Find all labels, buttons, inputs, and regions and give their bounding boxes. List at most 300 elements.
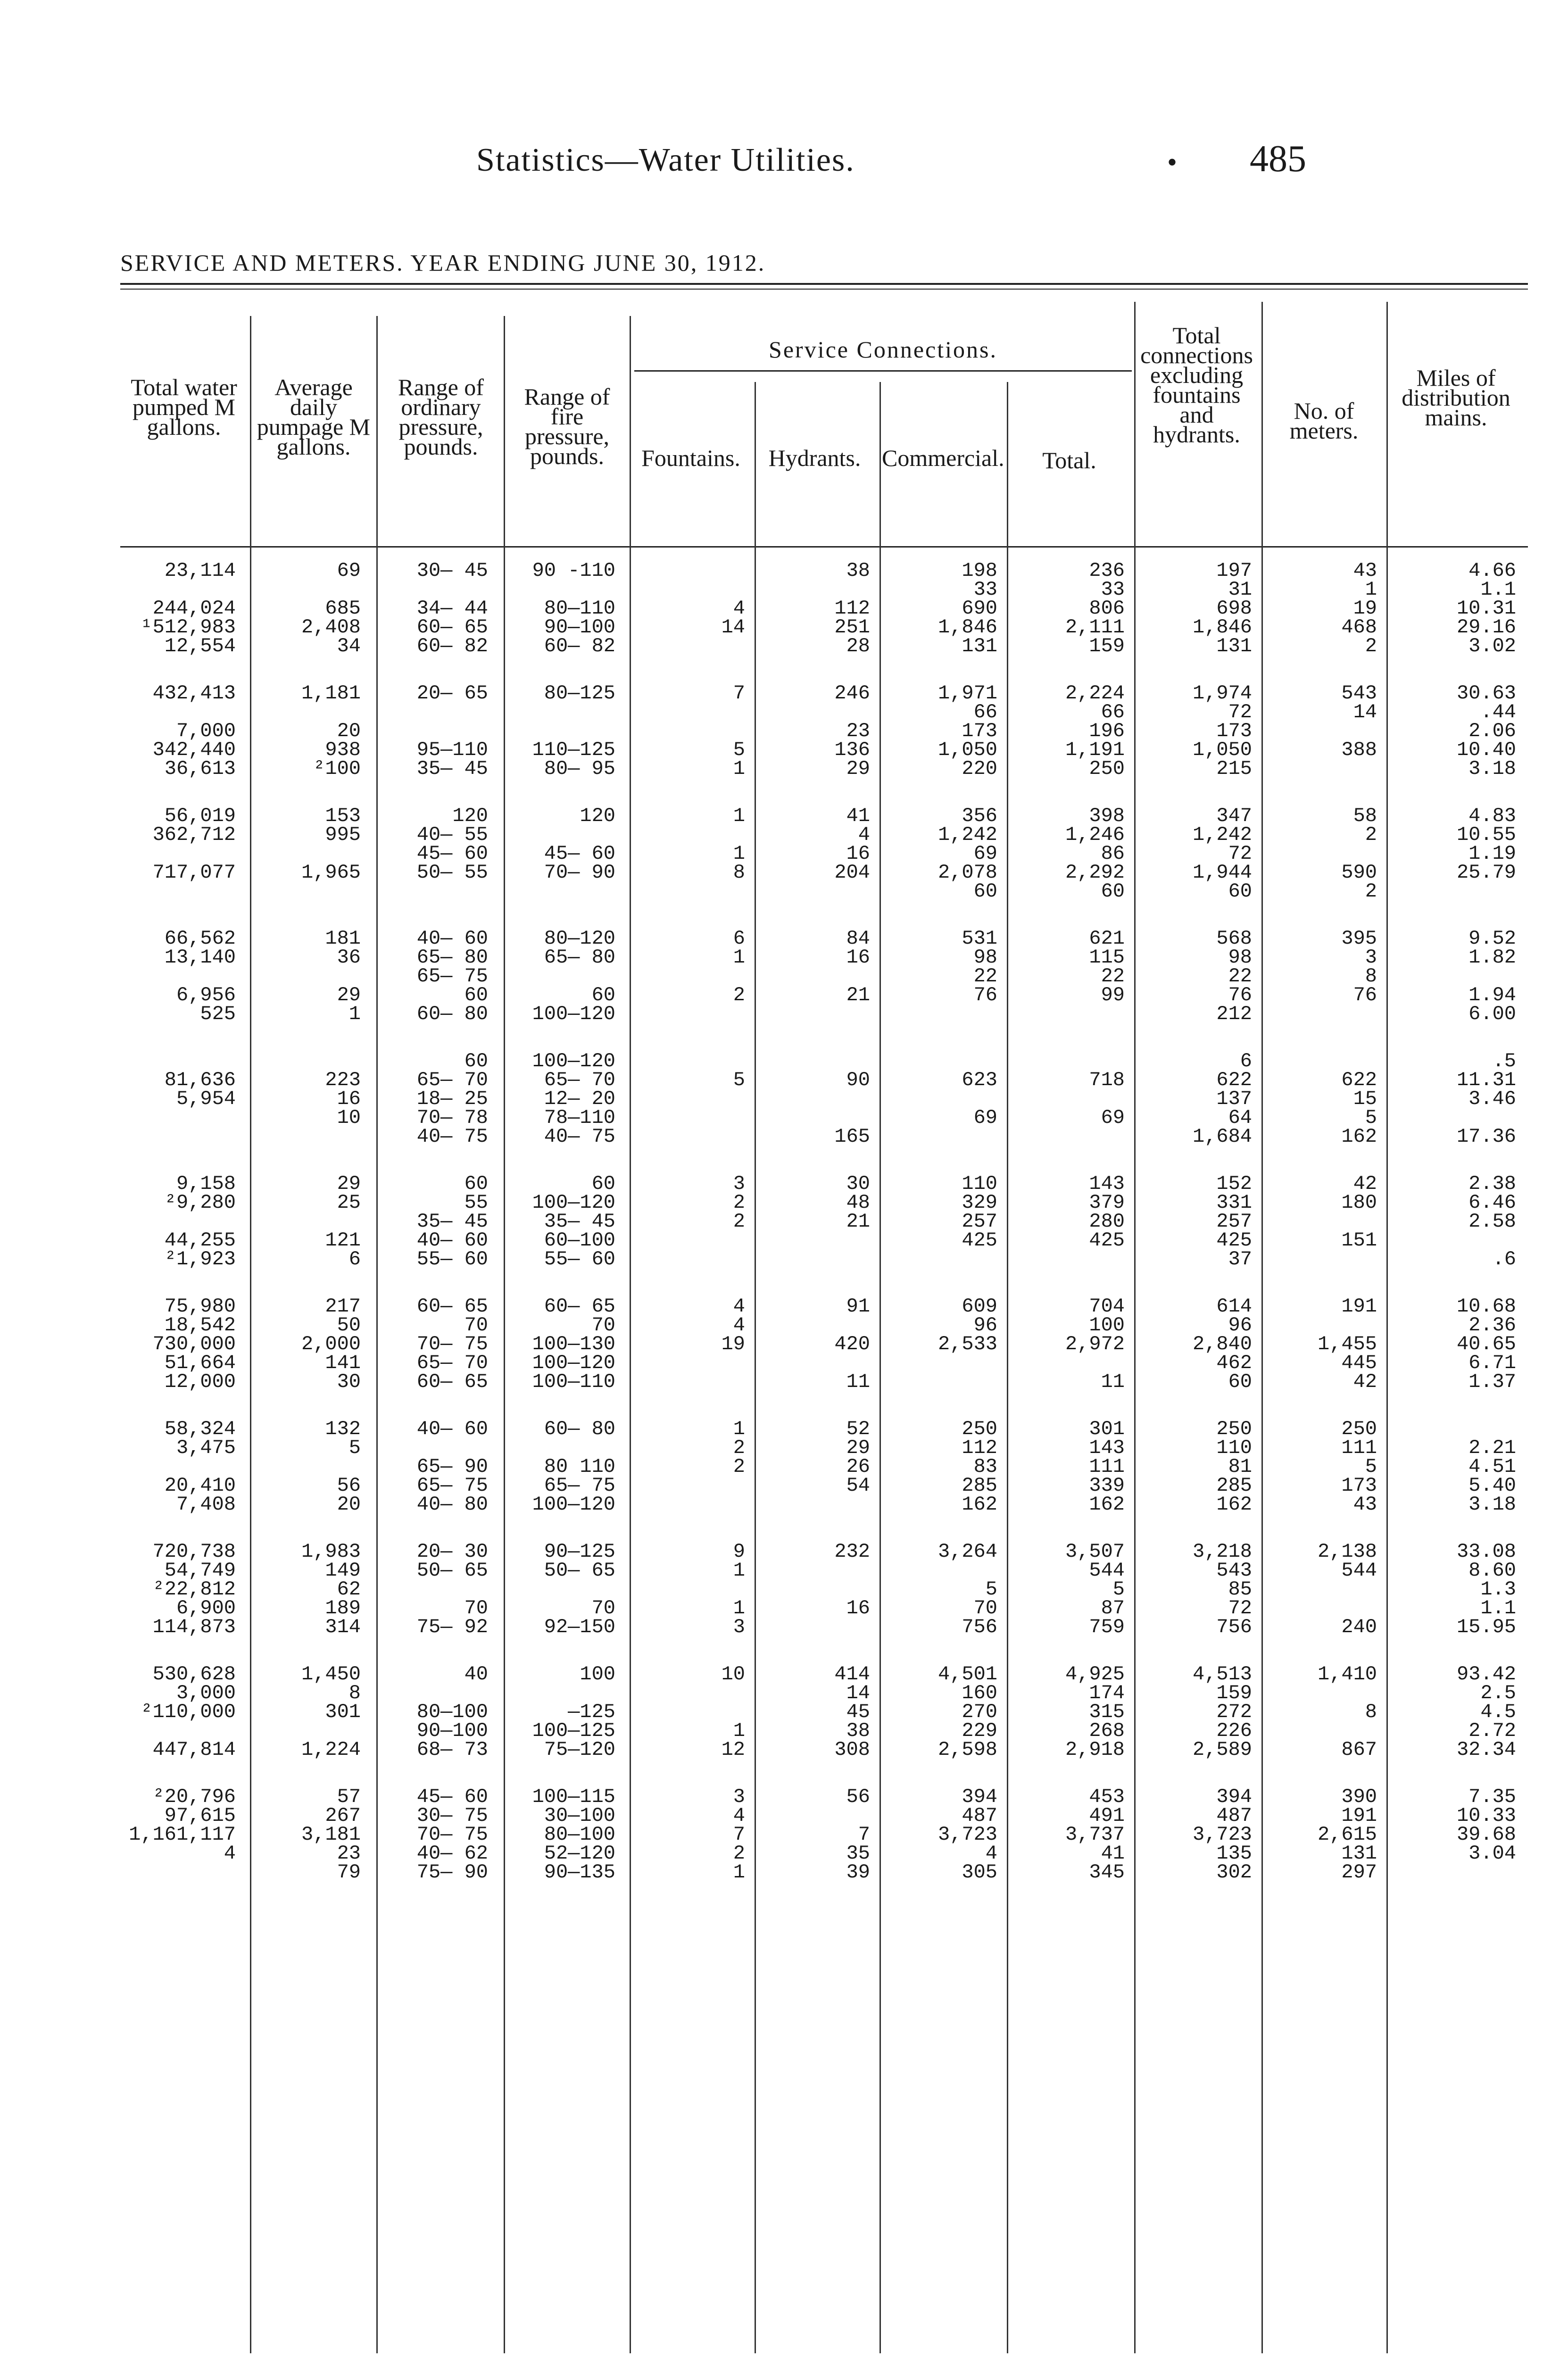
table-cell: 487	[1216, 1804, 1252, 1827]
table-cell: 223	[325, 1069, 361, 1091]
table-cell: 568	[1216, 927, 1252, 950]
header-meters: No. of meters.	[1289, 398, 1359, 444]
table-cell: 432,413	[152, 682, 236, 705]
table-cell: 41	[1101, 1842, 1125, 1865]
table-cell: 2,000	[301, 1333, 361, 1355]
table-cell: 70	[973, 1597, 997, 1619]
table-cell: 30	[846, 1172, 870, 1195]
table-cell: 159	[1216, 1682, 1252, 1704]
row-group	[120, 1420, 1528, 1514]
table-row	[120, 1250, 1528, 1269]
table-row	[120, 1684, 1528, 1702]
table-cell: 1,450	[301, 1663, 361, 1685]
table-cell: 143	[1089, 1436, 1125, 1459]
table-cell: 20— 30	[416, 1540, 488, 1563]
header-fountains: Fountains.	[641, 445, 740, 471]
table-row	[120, 929, 1528, 948]
table-cell: 132	[325, 1418, 361, 1440]
table-cell: .6	[1492, 1248, 1516, 1270]
table-cell: 34— 44	[416, 597, 488, 620]
table-cell: 80—125	[544, 682, 615, 705]
table-cell: 37	[1228, 1248, 1252, 1270]
table-cell: 173	[962, 720, 997, 742]
table-cell: 9,158	[176, 1172, 236, 1195]
table-cell: 1	[733, 805, 745, 827]
table-row	[120, 1420, 1528, 1438]
header-commercial: Commercial.	[882, 445, 1004, 471]
table-cell: 135	[1216, 1842, 1252, 1865]
table-cell: 91	[846, 1295, 870, 1318]
table-cell: 215	[1216, 757, 1252, 780]
table-cell: 10.55	[1456, 823, 1516, 846]
table-cell: 141	[325, 1352, 361, 1374]
table-cell: 40— 55	[416, 823, 488, 846]
table-cell: 79	[337, 1861, 361, 1884]
table-cell: 12,000	[164, 1370, 236, 1393]
header-miles: Miles of distribution mains.	[1402, 365, 1510, 431]
table-cell: 362,712	[152, 823, 236, 846]
table-cell: 297	[1341, 1861, 1377, 1884]
table-cell: 5	[733, 1069, 745, 1091]
table-cell: 152	[1216, 1172, 1252, 1195]
table-cell: 131	[1341, 1842, 1377, 1865]
table-cell: 52	[846, 1418, 870, 1440]
table-cell: 8.60	[1468, 1559, 1516, 1582]
table-cell: 6	[348, 1248, 361, 1270]
table-cell: 40— 60	[416, 927, 488, 950]
table-cell: 34	[337, 635, 361, 657]
table-cell: 257	[1216, 1210, 1252, 1233]
table-cell: 10.68	[1456, 1295, 1516, 1318]
table-cell: 1,684	[1192, 1125, 1252, 1148]
table-cell: 285	[1216, 1474, 1252, 1497]
table-cell: 10	[721, 1663, 745, 1685]
table-cell: 165	[834, 1125, 870, 1148]
table-cell: 1,161,117	[129, 1823, 236, 1846]
table-cell: 6,900	[176, 1597, 236, 1619]
running-head: Statistics—Water Utilities.	[476, 142, 855, 178]
table-cell: 97,615	[164, 1804, 236, 1827]
table-cell: 10	[337, 1106, 361, 1129]
table-cell: 420	[834, 1333, 870, 1355]
table-cell: 468	[1341, 616, 1377, 639]
table-cell: 2	[733, 1842, 745, 1865]
table-cell: 86	[1101, 842, 1125, 865]
table-cell: 1,181	[301, 682, 361, 705]
table-cell: 2,224	[1065, 682, 1125, 705]
table-cell: 2	[733, 1436, 745, 1459]
table-row	[120, 1721, 1528, 1740]
table-cell: 100—115	[532, 1785, 615, 1808]
table-cell: 36,613	[164, 757, 236, 780]
table-cell: 10.40	[1456, 739, 1516, 761]
table-cell: 756	[962, 1616, 997, 1638]
table-cell: 40— 60	[416, 1229, 488, 1252]
table-cell: 70— 75	[416, 1823, 488, 1846]
table-cell: 162	[1341, 1125, 1377, 1148]
table-cell: 45— 60	[416, 842, 488, 865]
table-cell: 1,242	[1192, 823, 1252, 846]
table-cell: 29	[337, 1172, 361, 1195]
table-cell: 2.5	[1480, 1682, 1516, 1704]
table-cell: 3.46	[1468, 1088, 1516, 1110]
table-cell: 75— 90	[416, 1861, 488, 1884]
table-cell: 388	[1341, 739, 1377, 761]
table-cell: 38	[846, 559, 870, 582]
table-cell: 18,542	[164, 1314, 236, 1337]
table-cell: 11.31	[1456, 1069, 1516, 1091]
table-row	[120, 1127, 1528, 1146]
table-cell: 2,615	[1317, 1823, 1377, 1846]
table-cell: 342,440	[152, 739, 236, 761]
table-cell: 1.94	[1468, 984, 1516, 1006]
table-cell: 2.21	[1468, 1436, 1516, 1459]
table-cell: 21	[846, 1210, 870, 1233]
table-cell: 160	[962, 1682, 997, 1704]
table-cell: 17.36	[1456, 1125, 1516, 1148]
table-cell: 4,501	[937, 1663, 997, 1685]
table-cell: 250	[1341, 1418, 1377, 1440]
table-cell: 93.42	[1456, 1663, 1516, 1685]
table-cell: 15.95	[1456, 1616, 1516, 1638]
row-group	[120, 1052, 1528, 1146]
table-cell: 100—120	[532, 1050, 615, 1072]
table-cell: 447,814	[152, 1738, 236, 1761]
table-cell: 867	[1341, 1738, 1377, 1761]
table-cell: 162	[1089, 1493, 1125, 1516]
table-cell: 60	[591, 984, 615, 1006]
table-cell: 1,846	[1192, 616, 1252, 639]
table-cell: ²110,000	[141, 1701, 236, 1723]
table-cell: 5	[348, 1436, 361, 1459]
table-cell: 83	[973, 1455, 997, 1478]
table-cell: 1	[1365, 578, 1377, 601]
table-cell: 2	[1365, 635, 1377, 657]
table-row	[120, 1580, 1528, 1599]
table-row	[120, 1806, 1528, 1825]
table-row	[120, 863, 1528, 882]
table-cell: 2.36	[1468, 1314, 1516, 1337]
table-cell: 13,140	[164, 946, 236, 969]
table-cell: 29	[846, 757, 870, 780]
table-cell: 6,956	[176, 984, 236, 1006]
table-row	[120, 1005, 1528, 1023]
table-cell: 491	[1089, 1804, 1125, 1827]
table-cell: 1.3	[1480, 1578, 1516, 1601]
table-cell: 301	[325, 1701, 361, 1723]
table-cell: 153	[325, 805, 361, 827]
table-cell: 30— 75	[416, 1804, 488, 1827]
table-cell: 100	[580, 1663, 615, 1685]
table-cell: 23	[337, 1842, 361, 1865]
table-cell: 60	[464, 984, 488, 1006]
table-cell: 189	[325, 1597, 361, 1619]
table-cell: 115	[1089, 946, 1125, 969]
table-cell: 85	[1228, 1578, 1252, 1601]
table-cell: 22	[1228, 965, 1252, 988]
table-cell: 22	[973, 965, 997, 988]
table-cell: 70	[464, 1597, 488, 1619]
table-cell: 685	[325, 597, 361, 620]
table-cell: 622	[1341, 1069, 1377, 1091]
table-cell: 3,723	[1192, 1823, 1252, 1846]
table-cell: 45— 60	[416, 1785, 488, 1808]
table-cell: 272	[1216, 1701, 1252, 1723]
table-cell: 7	[858, 1823, 870, 1846]
table-row	[120, 1542, 1528, 1561]
table-cell: 100	[1089, 1314, 1125, 1337]
table-cell: 69	[1101, 1106, 1125, 1129]
table-cell: 110—125	[532, 739, 615, 761]
table-cell: 55— 60	[416, 1248, 488, 1270]
table-cell: 11	[1101, 1370, 1125, 1393]
table-cell: 137	[1216, 1088, 1252, 1110]
table-row	[120, 1193, 1528, 1212]
service-group-rule	[634, 370, 1132, 372]
table-cell: 12	[721, 1738, 745, 1761]
table-cell: 136	[834, 739, 870, 761]
table-cell: 425	[962, 1229, 997, 1252]
row-group	[120, 806, 1528, 901]
table-cell: 250	[1089, 757, 1125, 780]
table-cell: 35— 45	[544, 1210, 615, 1233]
table-cell: 98	[973, 946, 997, 969]
table-row	[120, 637, 1528, 656]
table-cell: 96	[1228, 1314, 1252, 1337]
table-cell: 131	[962, 635, 997, 657]
table-cell: 90 -110	[532, 559, 615, 582]
table-cell: 72	[1228, 701, 1252, 723]
row-group	[120, 1542, 1528, 1636]
header-total: Total.	[1042, 447, 1096, 473]
table-cell: 30—100	[544, 1804, 615, 1827]
table-cell: 5	[733, 739, 745, 761]
table-row	[120, 740, 1528, 759]
table-row	[120, 722, 1528, 740]
table-cell: 1.82	[1468, 946, 1516, 969]
table-cell: 14	[721, 616, 745, 639]
table-cell: 21	[846, 984, 870, 1006]
table-cell: 621	[1089, 927, 1125, 950]
table-cell: 45— 60	[544, 842, 615, 865]
table-cell: 3	[733, 1616, 745, 1638]
table-cell: 305	[962, 1861, 997, 1884]
table-cell: 5	[1365, 1106, 1377, 1129]
row-group	[120, 561, 1528, 656]
table-cell: 345	[1089, 1861, 1125, 1884]
table-cell: 90—100	[416, 1719, 488, 1742]
table-row	[120, 1618, 1528, 1636]
table-cell: 3.02	[1468, 635, 1516, 657]
table-cell: 1	[733, 1559, 745, 1582]
table-cell: 232	[834, 1540, 870, 1563]
table-cell: 5	[1365, 1455, 1377, 1478]
table-cell: 3,737	[1065, 1823, 1125, 1846]
table-cell: 191	[1341, 1295, 1377, 1318]
table-cell: 65— 70	[544, 1069, 615, 1091]
table-cell: 35	[846, 1842, 870, 1865]
table-cell: 66,562	[164, 927, 236, 950]
table-cell: ²1,923	[164, 1248, 236, 1270]
table-cell: 120	[452, 805, 488, 827]
table-cell: 531	[962, 927, 997, 950]
table-cell: 110	[1216, 1436, 1252, 1459]
table-cell: 3	[1365, 946, 1377, 969]
table-row	[120, 1231, 1528, 1250]
table-cell: 121	[325, 1229, 361, 1252]
table-cell: 151	[1341, 1229, 1377, 1252]
table-cell: 314	[325, 1616, 361, 1638]
table-row	[120, 703, 1528, 722]
table-cell: 2,598	[937, 1738, 997, 1761]
table-row	[120, 1740, 1528, 1759]
table-cell: 1	[733, 1418, 745, 1440]
table-cell: 54	[846, 1474, 870, 1497]
table-cell: 181	[325, 927, 361, 950]
table-cell: 40	[464, 1663, 488, 1685]
table-cell: 425	[1216, 1229, 1252, 1252]
table-cell: 2,840	[1192, 1333, 1252, 1355]
table-cell: 56,019	[164, 805, 236, 827]
table-cell: 23,114	[164, 559, 236, 582]
table-cell: 6.46	[1468, 1191, 1516, 1214]
table-cell: 690	[962, 597, 997, 620]
table-cell: 70— 75	[416, 1333, 488, 1355]
table-cell: 4.5	[1480, 1701, 1516, 1723]
table-cell: 43	[1353, 1493, 1377, 1516]
table-cell: 159	[1089, 635, 1125, 657]
table-cell: 65— 75	[416, 965, 488, 988]
table-cell: 38	[846, 1719, 870, 1742]
table-cell: 191	[1341, 1804, 1377, 1827]
table-row	[120, 599, 1528, 618]
table-cell: 80—100	[416, 1701, 488, 1723]
table-cell: 25	[337, 1191, 361, 1214]
table-cell: 240	[1341, 1616, 1377, 1638]
table-cell: 250	[962, 1418, 997, 1440]
table-cell: 100—120	[532, 1003, 615, 1025]
table-cell: 33	[973, 578, 997, 601]
table-row	[120, 948, 1528, 967]
table-cell: 9.52	[1468, 927, 1516, 950]
table-cell: 308	[834, 1738, 870, 1761]
header-total-excl: Total connections excluding fountains and hydrants.	[1140, 322, 1253, 448]
table-cell: 1.1	[1480, 578, 1516, 601]
table-cell: 84	[846, 927, 870, 950]
table-cell: 60— 80	[416, 1003, 488, 1025]
table-cell: 395	[1341, 927, 1377, 950]
table-cell: 22	[1101, 965, 1125, 988]
table-cell: 226	[1216, 1719, 1252, 1742]
table-cell: 10.31	[1456, 597, 1516, 620]
table-cell: 5	[985, 1578, 997, 1601]
table-cell: 1	[733, 1597, 745, 1619]
table-cell: 250	[1216, 1418, 1252, 1440]
table-cell: 43	[1353, 559, 1377, 582]
table-row	[120, 967, 1528, 986]
table-cell: 57	[337, 1785, 361, 1808]
table-cell: 217	[325, 1295, 361, 1318]
table-cell: 114,873	[152, 1616, 236, 1638]
table-cell: 246	[834, 682, 870, 705]
table-cell: 70	[464, 1314, 488, 1337]
table-cell: 50— 65	[416, 1559, 488, 1582]
table-cell: 75—120	[544, 1738, 615, 1761]
table-cell: 1,983	[301, 1540, 361, 1563]
table-cell: 390	[1341, 1785, 1377, 1808]
table-cell: 8	[1365, 1701, 1377, 1723]
header-ordinary-pressure: Range of ordinary pressure, pounds.	[398, 374, 484, 460]
table-cell: 110	[962, 1172, 997, 1195]
row-group	[120, 1174, 1528, 1269]
table-cell: 100—120	[532, 1493, 615, 1516]
table-cell: 58,324	[164, 1418, 236, 1440]
table-cell: 339	[1089, 1474, 1125, 1497]
row-group	[120, 1297, 1528, 1391]
table-row	[120, 1476, 1528, 1495]
table-cell: 32.34	[1456, 1738, 1516, 1761]
table-cell: 56	[846, 1785, 870, 1808]
table-cell: 1.37	[1468, 1370, 1516, 1393]
table-cell: 525	[200, 1003, 236, 1025]
table-cell: 80 110	[544, 1455, 615, 1478]
table-cell: 87	[1101, 1597, 1125, 1619]
table-cell: 15	[1353, 1088, 1377, 1110]
table-cell: 2,111	[1065, 616, 1125, 639]
table-cell: 5,954	[176, 1088, 236, 1110]
table-cell: 3	[733, 1172, 745, 1195]
table-cell: 11	[846, 1370, 870, 1393]
table-cell: 356	[962, 805, 997, 827]
table-cell: 96	[973, 1314, 997, 1337]
table-cell: 730,000	[152, 1333, 236, 1355]
header-fire-pressure: Range of fire pressure, pounds.	[524, 383, 610, 469]
table-cell: 756	[1216, 1616, 1252, 1638]
table-cell: 4	[858, 823, 870, 846]
table-cell: 1	[348, 1003, 361, 1025]
table-row	[120, 1212, 1528, 1231]
row-group	[120, 684, 1528, 778]
table-cell: 60	[1101, 880, 1125, 903]
row-group	[120, 1787, 1528, 1882]
table-cell: 16	[846, 1597, 870, 1619]
table-cell: 995	[325, 823, 361, 846]
table-cell: 622	[1216, 1069, 1252, 1091]
table-cell: ²22,812	[152, 1578, 236, 1601]
table-cell: 90—135	[544, 1861, 615, 1884]
table-cell: 315	[1089, 1701, 1125, 1723]
stray-mark: •	[1167, 147, 1178, 178]
table-cell: 6.71	[1468, 1352, 1516, 1374]
table-cell: 4	[733, 1314, 745, 1337]
table-cell: 16	[337, 1088, 361, 1110]
table-row	[120, 1372, 1528, 1391]
header-bottom-rule	[120, 546, 1528, 548]
table-cell: 64	[1228, 1106, 1252, 1129]
table-row	[120, 684, 1528, 703]
table-cell: 58	[1353, 805, 1377, 827]
table-cell: 1,191	[1065, 739, 1125, 761]
table-cell: 198	[962, 559, 997, 582]
table-cell: 394	[962, 1785, 997, 1808]
table-cell: 5	[1112, 1578, 1125, 1601]
table-cell: 39.68	[1456, 1823, 1516, 1846]
table-cell: 301	[1089, 1418, 1125, 1440]
table-cell: 453	[1089, 1785, 1125, 1808]
table-cell: 462	[1216, 1352, 1252, 1374]
table-cell: 2	[733, 1210, 745, 1233]
table-cell: 174	[1089, 1682, 1125, 1704]
